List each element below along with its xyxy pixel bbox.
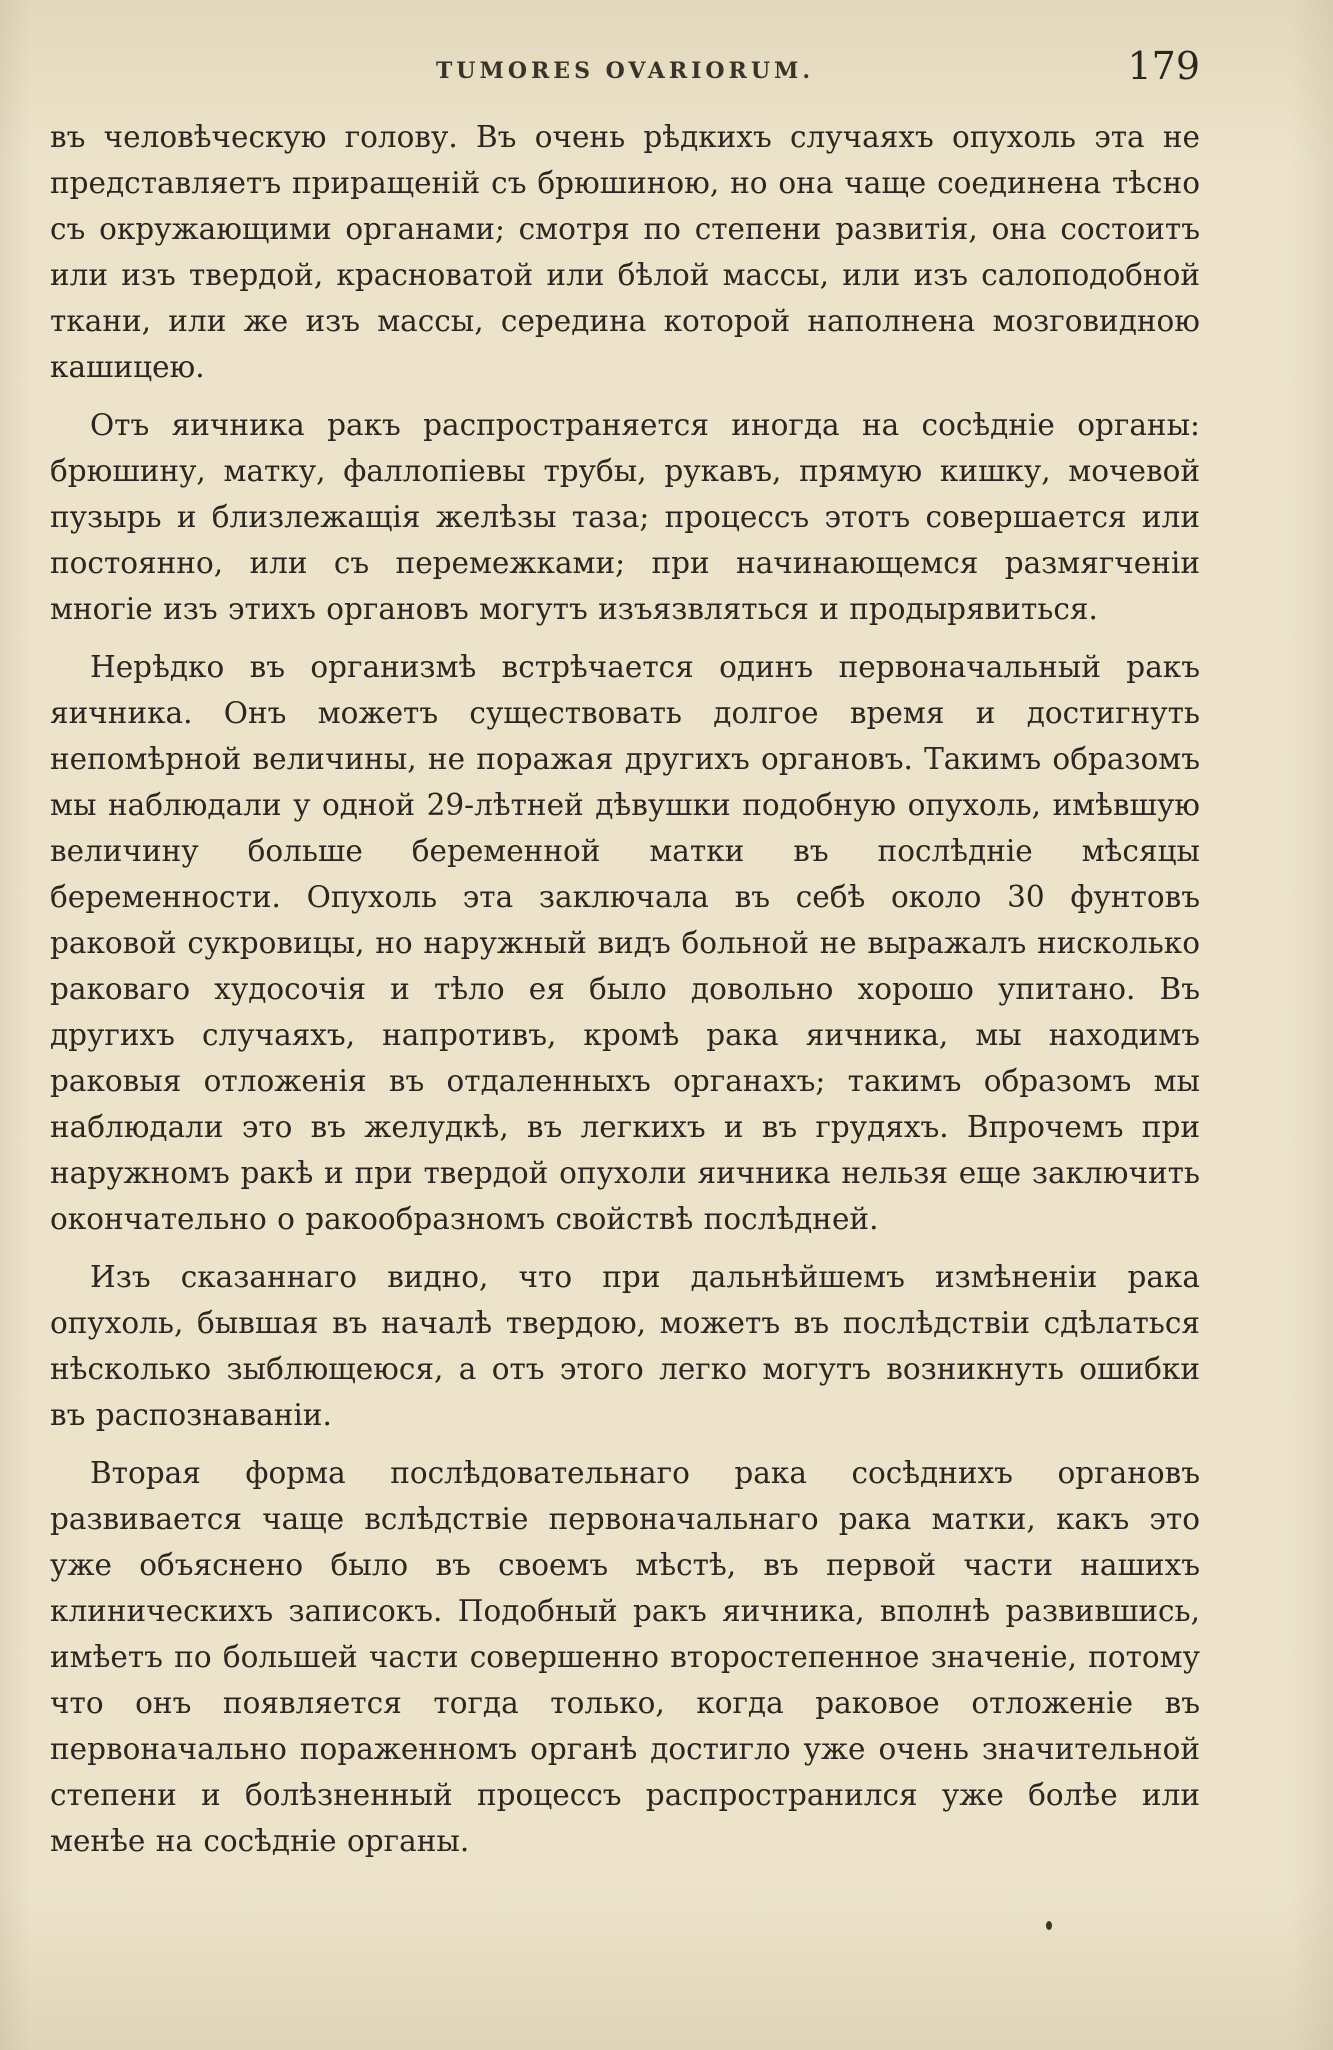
page-number: 179 <box>1127 44 1200 88</box>
running-title: TUMORES OVARIORUM. <box>435 58 815 84</box>
body-text <box>50 114 1200 1876</box>
paragraph-continued: въ человѣческую голову. Въ очень рѣдкихъ случаяхъ опухоль эта не представляетъ приращеній съ брюшиною, но она чаще соединена тѣсно съ окружающими органами; смотря по степени развитія, она состоитъ или изъ твердой, красноватой или бѣлой массы, или изъ салоподобной ткани, или же изъ массы, середина которой наполнена мозговидною кашицею. <box>50 120 1200 384</box>
running-head <box>50 40 1200 100</box>
ink-speck <box>1046 1921 1052 1930</box>
paragraph: Вторая форма послѣдовательнаго рака сосѣднихъ органовъ развивается чаще вслѣдствіе первоначальнаго рака матки, какъ это уже объяснено было въ своемъ мѣстѣ, въ первой части нашихъ клиническихъ записокъ. Подобный ракъ яичника, вполнѣ развившись, имѣетъ по большей части совершенно второстепенное значеніе, потому что онъ появляется тогда только, когда раковое отложеніе въ первоначально пораженномъ органѣ достигло уже очень значительной степени и болѣзненный процессъ распространился уже болѣе или менѣе на сосѣдніе органы. <box>50 1456 1200 1858</box>
paragraph: Нерѣдко въ организмѣ встрѣчается одинъ первоначальный ракъ яичника. Онъ можетъ существовать долгое время и достигнуть непомѣрной величины, не поражая другихъ органовъ. Такимъ образомъ мы наблюдали у одной 29-лѣтней дѣвушки подобную опухоль, имѣвшую величину больше беременной матки въ послѣдніе мѣсяцы беременности. Опухоль эта заключала въ себѣ около 30 фунтовъ раковой сукровицы, но наружный видъ больной не выражалъ нисколько раковаго худосочія и тѣло ея было довольно хорошо упитано. Въ другихъ случаяхъ, напротивъ, кромѣ рака яичника, мы находимъ раковыя отложенія въ отдаленныхъ органахъ; такимъ образомъ мы наблюдали это въ желудкѣ, въ легкихъ и въ грудяхъ. Впрочемъ при наружномъ ракѣ и при твердой опухоли яичника нельзя еще заключить окончательно о ракообразномъ свойствѣ послѣдней. <box>50 650 1200 1236</box>
paragraph: Изъ сказаннаго видно, что при дальнѣйшемъ измѣненіи рака опухоль, бывшая въ началѣ твердою, можетъ въ послѣдствіи сдѣлаться нѣсколько зыблющеюся, а отъ этого легко могутъ возникнуть ошибки въ распознаваніи. <box>50 1260 1200 1432</box>
paragraph: Отъ яичника ракъ распространяется иногда на сосѣдніе органы: брюшину, матку, фаллопіевы трубы, рукавъ, прямую кишку, мочевой пузырь и близлежащія желѣзы таза; процессъ этотъ совершается или постоянно, или съ перемежками; при начинающемся размягченіи многіе изъ этихъ органовъ могутъ изъязвляться и продырявиться. <box>50 408 1200 626</box>
